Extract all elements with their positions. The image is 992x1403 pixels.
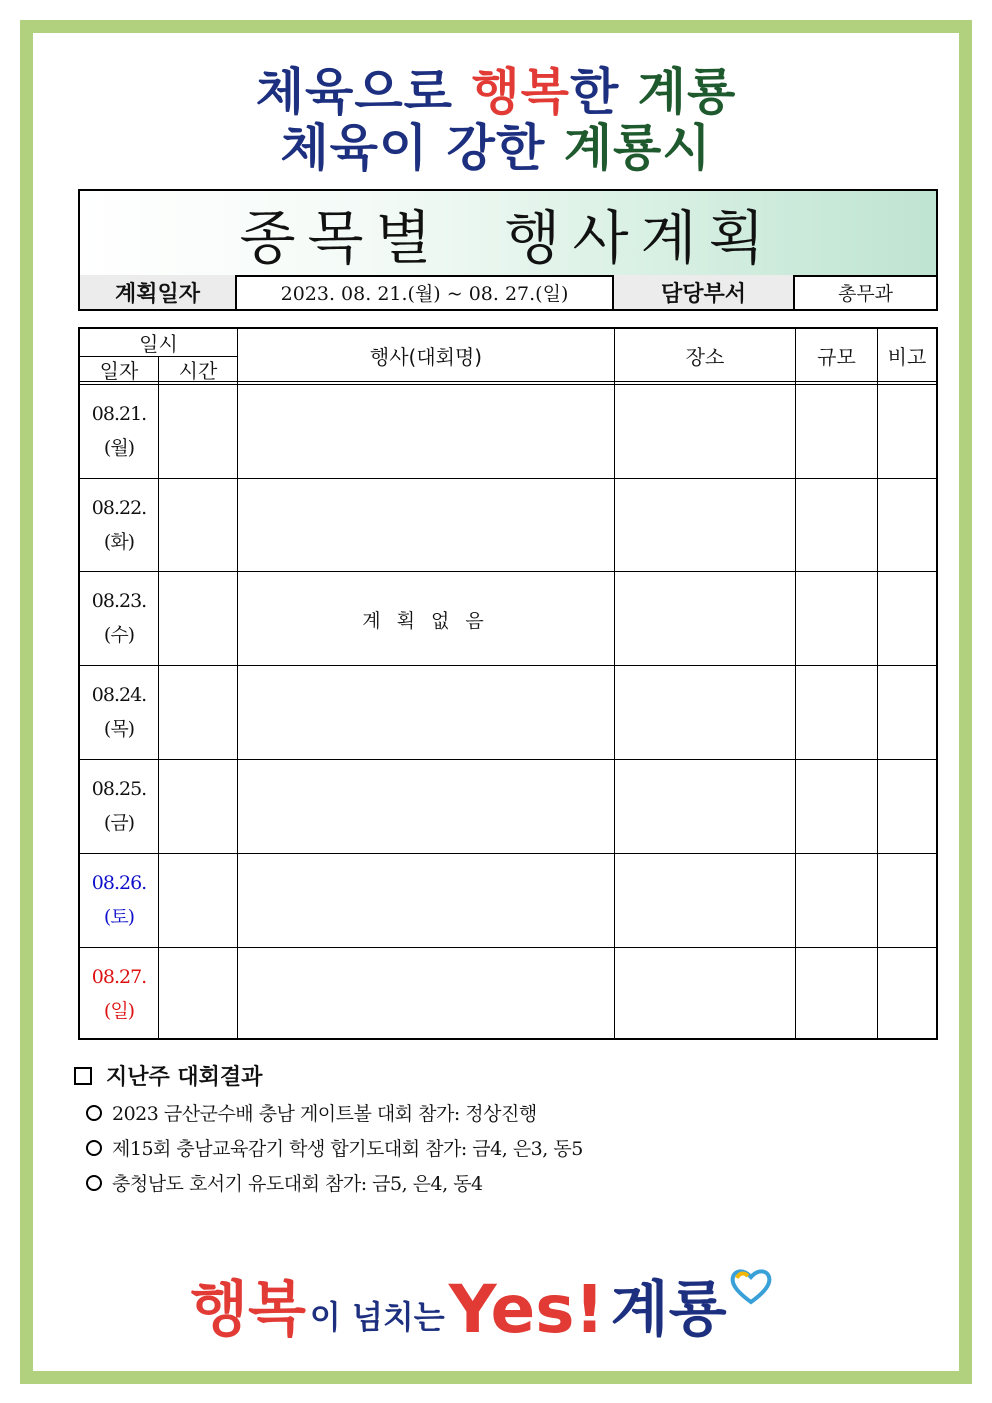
- dept-value: 총무과: [837, 282, 894, 305]
- grid-line: [80, 665, 936, 666]
- row-day: (목): [103, 718, 135, 740]
- header-note: 비고: [887, 344, 927, 369]
- schedule-table: [78, 327, 938, 1040]
- slogan-city: 계룡시: [563, 119, 712, 177]
- row-date-cell: [80, 678, 158, 746]
- row-day: (토): [103, 906, 135, 928]
- plan-title-box: [78, 189, 938, 311]
- row-date: 08.27.: [91, 966, 147, 988]
- row-date: 08.26.: [91, 872, 147, 894]
- row-date: 08.22.: [91, 497, 147, 519]
- row-day: (수): [103, 624, 135, 646]
- document-title: 종목별 행사계획: [80, 191, 936, 277]
- grid-line: [80, 947, 936, 948]
- footer-slogan-logo: [190, 1248, 810, 1348]
- row-date-cell: [80, 772, 158, 840]
- dept-label: 담당부서: [614, 275, 795, 309]
- footer-happy: 행복: [190, 1275, 306, 1345]
- grid-line: [80, 571, 936, 572]
- row-day: (화): [103, 531, 135, 553]
- row-date: 08.25.: [91, 778, 147, 800]
- grid-line: [80, 384, 936, 385]
- result-text: 충청남도 호서기 유도대회 참가: 금5, 은4, 동4: [112, 1173, 483, 1195]
- plan-date-value: 2023. 08. 21.(월) ~ 08. 27.(일): [237, 275, 614, 309]
- header-date: 일자: [99, 359, 139, 383]
- slogan-highlight: 행복: [471, 63, 570, 121]
- header-event: 행사(대회명): [369, 344, 483, 369]
- heart-icon: [729, 1266, 773, 1306]
- row-date-cell: [80, 584, 158, 652]
- last-week-results: [74, 1060, 934, 1196]
- row-date: 08.24.: [91, 684, 147, 706]
- row-day: (일): [103, 1000, 135, 1022]
- grid-line: [80, 853, 936, 854]
- row-date-cell: [80, 397, 158, 465]
- circle-bullet-icon: [86, 1105, 102, 1121]
- grid-line: [237, 329, 238, 1038]
- result-item: [86, 1169, 934, 1196]
- slogan-text: 체육으로: [255, 63, 472, 121]
- slogan-line-2: [0, 108, 992, 180]
- footer-yes: Yes!: [448, 1271, 605, 1348]
- row-day: (월): [103, 437, 135, 459]
- grid-line: [80, 759, 936, 760]
- results-title: [74, 1060, 934, 1091]
- results-title-text: 지난주 대회결과: [106, 1065, 263, 1090]
- circle-bullet-icon: [86, 1175, 102, 1191]
- grid-line: [614, 329, 615, 1038]
- result-item: [86, 1134, 934, 1161]
- header-scale: 규모: [817, 344, 856, 369]
- slogan-city: 계룡: [637, 63, 737, 121]
- slogan-text: 한: [569, 63, 638, 121]
- row-date-cell: [80, 491, 158, 559]
- event-no-plan: 계 획 없 음: [362, 610, 489, 632]
- header-time: 시간: [178, 359, 218, 383]
- grid-line: [795, 329, 796, 1038]
- grid-line: [80, 478, 936, 479]
- grid-line: [158, 357, 159, 1038]
- footer-overflowing: 이 넘치는: [309, 1298, 445, 1336]
- row-date: 08.21.: [91, 403, 147, 425]
- result-text: 2023 금산군수배 충남 게이트볼 대회 참가: 정상진행: [112, 1103, 537, 1125]
- plan-info-row: [80, 275, 936, 309]
- header-datetime: 일시: [139, 332, 178, 356]
- grid-line: [877, 329, 878, 1038]
- row-day: (금): [103, 812, 135, 834]
- checkbox-square-icon: [74, 1067, 92, 1085]
- circle-bullet-icon: [86, 1140, 102, 1156]
- result-item: [86, 1099, 934, 1126]
- footer-gyeryong: 계룡: [610, 1275, 727, 1345]
- header-place: 장소: [685, 344, 725, 369]
- slogan-text: 체육이 강한: [280, 119, 564, 177]
- result-text: 제15회 충남교육감기 학생 합기도대회 참가: 금4, 은3, 동5: [112, 1138, 583, 1160]
- row-date-cell-saturday: [80, 866, 158, 934]
- row-date-cell-sunday: [80, 960, 158, 1028]
- row-date: 08.23.: [91, 590, 147, 612]
- plan-date-label: 계획일자: [80, 275, 237, 309]
